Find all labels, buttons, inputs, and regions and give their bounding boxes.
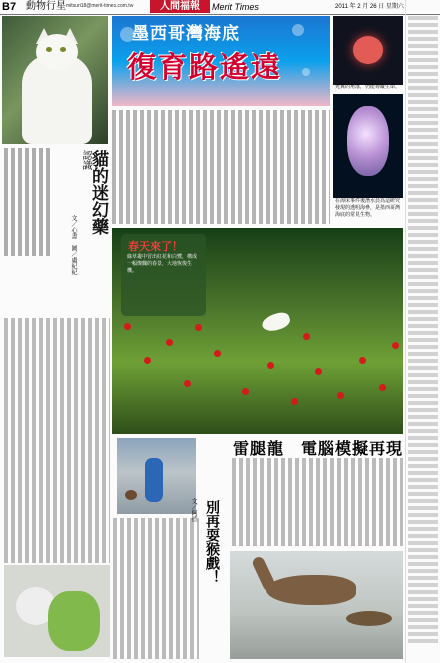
transparent-sea-cucumber-photo	[333, 94, 403, 198]
dinosaur-headline: 雷腿龍 電腦模擬再現	[233, 439, 404, 458]
dinosaur-article-text	[232, 458, 403, 546]
left-article-title-small: 認識	[80, 150, 91, 170]
section-title: 動物行星	[26, 1, 66, 12]
mexico-article-header	[112, 16, 330, 106]
paper-logo: 人間福報	[150, 0, 210, 13]
kitten-vegetables-photo	[4, 565, 110, 657]
mexico-article-text	[112, 110, 330, 224]
left-article-byline: 文／心書 圖／盧紀紀	[70, 215, 77, 275]
monkey-article-title: 別再耍猴戲！	[204, 500, 220, 584]
spring-title: 春天來了！	[128, 240, 183, 253]
deep-sea-creature-photo	[333, 16, 403, 85]
dinosaur-illustration	[230, 551, 403, 659]
monkey-article-byline: 文／阿德	[190, 498, 197, 522]
header-bar	[0, 0, 440, 15]
mexico-kicker: 墨西哥灣海底	[132, 24, 240, 44]
egret	[260, 310, 292, 334]
publication-date: 2011 年 2 月 26 日 星期六	[335, 4, 404, 10]
lower-right-caption: 在海床事件後潛水員為這研究發現的透明海參，是墨西哥灣海底的常見生物。	[335, 198, 401, 218]
monkey-article-text	[113, 518, 199, 659]
right-edge-text	[408, 16, 438, 656]
column-divider	[405, 0, 406, 663]
monkey-show-photo	[117, 438, 196, 514]
left-article-text-columns	[4, 148, 52, 256]
left-article-text-continued	[4, 318, 110, 563]
page-number: B7	[2, 1, 17, 13]
paper-english-name: Merit Times	[212, 2, 259, 12]
left-article-title: 貓的迷幻藥	[88, 150, 108, 235]
top-right-caption: 死翼的角落，仍能尋蹤生命。	[335, 84, 401, 90]
spring-text: 綠草叢中冒出紅花和白鷺，構成一幅燦爛的春景，大地恢復生機。	[127, 254, 198, 274]
cat-photo	[2, 16, 108, 144]
mexico-headline: 復育路遙遠	[127, 50, 283, 84]
spring-caption-box	[121, 234, 206, 316]
email-address: mitsuri18@merit-times.com.tw	[66, 3, 134, 9]
